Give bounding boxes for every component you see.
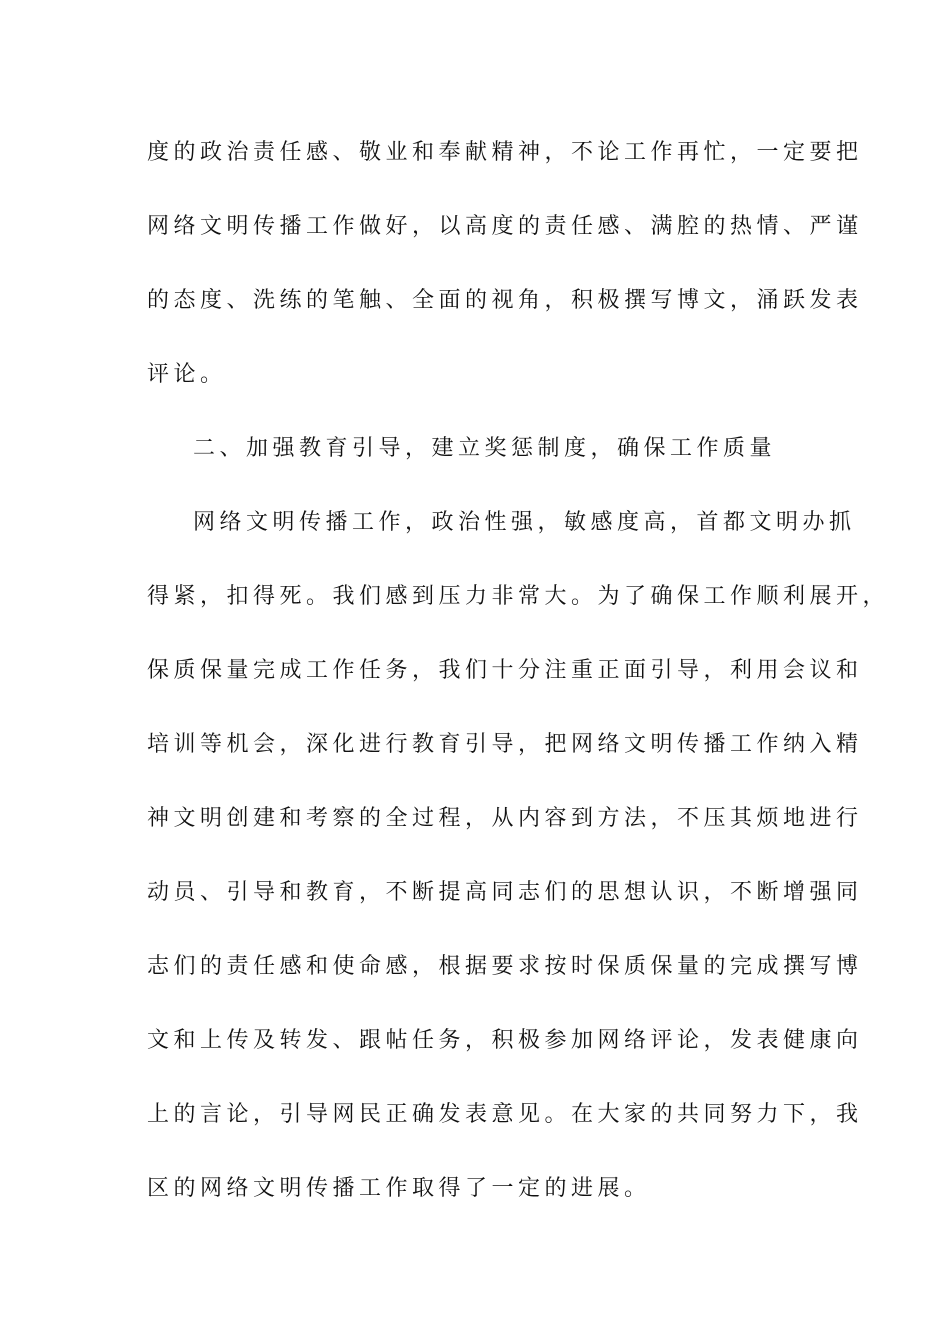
paragraph-line: 神文明创建和考察的全过程，从内容到方法，不压其烦地进行	[147, 806, 863, 831]
paragraph-line: 评论。	[147, 362, 227, 387]
paragraph-line: 文和上传及转发、跟帖任务，积极参加网络评论，发表健康向	[147, 1028, 863, 1053]
paragraph-line: 区的网络文明传播工作取得了一定的进展。	[147, 1176, 651, 1201]
paragraph-line: 上的言论，引导网民正确发表意见。在大家的共同努力下，我	[147, 1102, 863, 1127]
paragraph-line: 保质保量完成工作任务，我们十分注重正面引导，利用会议和	[147, 658, 863, 683]
section-heading: 二、加强教育引导，建立奖惩制度，确保工作质量	[193, 436, 777, 461]
paragraph-line: 的态度、洗练的笔触、全面的视角，积极撰写博文，涌跃发表	[147, 288, 863, 313]
paragraph-line: 网络文明传播工作做好，以高度的责任感、满腔的热情、严谨	[147, 214, 863, 239]
document-body	[147, 133, 890, 1243]
paragraph-line: 动员、引导和教育，不断提高同志们的思想认识，不断增强同	[147, 880, 863, 905]
paragraph-line: 得紧，扣得死。我们感到压力非常大。为了确保工作顺利展开，	[147, 584, 890, 609]
paragraph-line: 志们的责任感和使命感，根据要求按时保质保量的完成撰写博	[147, 954, 863, 979]
paragraph-line: 度的政治责任感、敬业和奉献精神，不论工作再忙，一定要把	[147, 140, 863, 165]
paragraph-line: 网络文明传播工作，政治性强，敏感度高，首都文明办抓	[193, 510, 856, 535]
paragraph-line: 培训等机会，深化进行教育引导，把网络文明传播工作纳入精	[147, 732, 863, 757]
